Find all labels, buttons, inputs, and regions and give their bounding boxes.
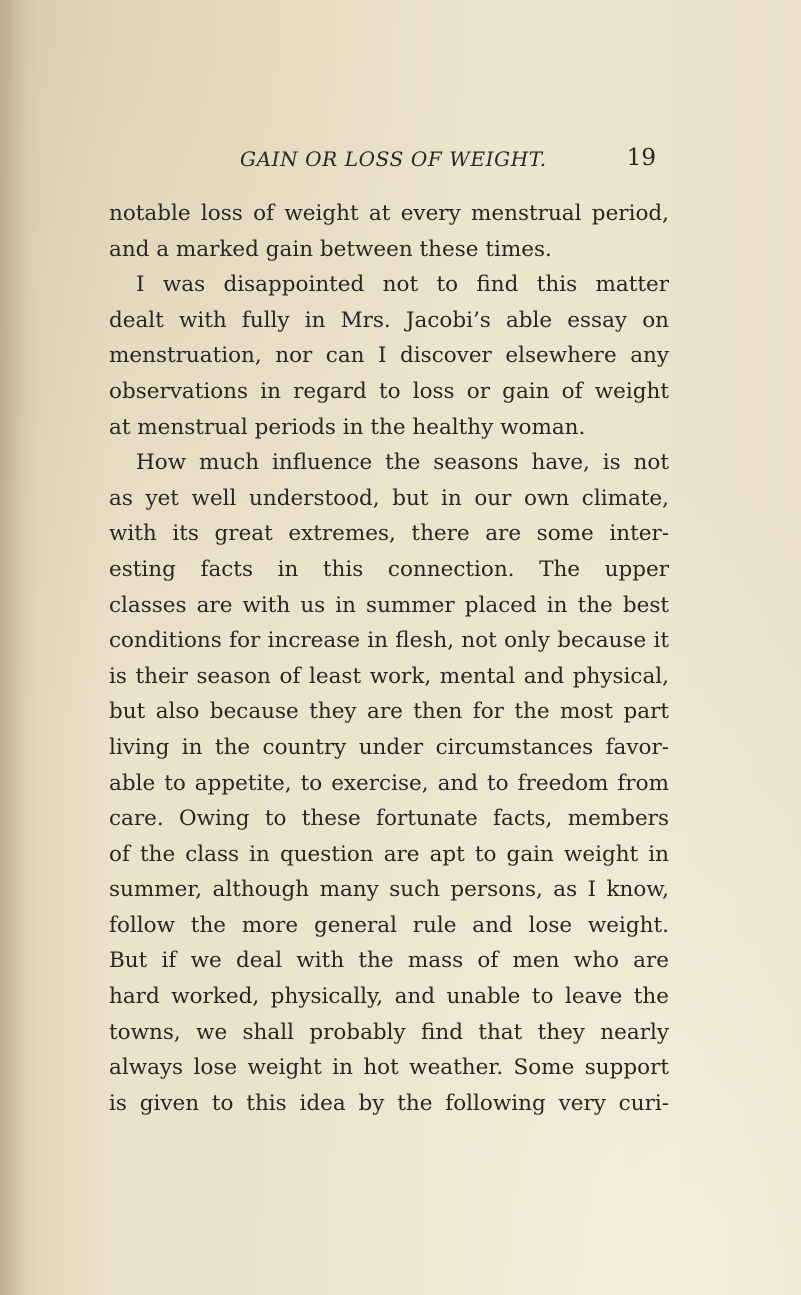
text-line: and a marked gain between these times. — [109, 236, 552, 262]
running-title: GAIN OR LOSS OF WEIGHT. — [240, 147, 547, 171]
text-line: I was disappointed not to find this matter — [136, 272, 669, 298]
text-line: follow the more general rule and lose weight. — [109, 912, 669, 938]
text-line: summer, although many such persons, as I know, — [109, 877, 669, 903]
text-line: esting facts in this connection. The upper — [109, 556, 669, 582]
text-line: is given to this idea by the following very curi- — [109, 1090, 669, 1116]
text-line: observations in regard to loss or gain of weight — [109, 378, 669, 404]
text-line: classes are with us in summer placed in the best — [109, 592, 669, 618]
text-line: menstruation, nor can I discover elsewhere any — [109, 343, 669, 369]
text-line: at menstrual periods in the healthy woman. — [109, 414, 586, 440]
text-line: is their season of least work, mental and physical, — [109, 663, 669, 689]
text-line: with its great extremes, there are some inter- — [109, 521, 669, 547]
text-line: as yet well understood, but in our own climate, — [109, 485, 669, 511]
text-line: dealt with fully in Mrs. Jacobi’s able essay on — [109, 307, 669, 333]
gutter-shadow — [0, 0, 26, 1295]
text-line: notable loss of weight at every menstrual period, — [109, 201, 669, 226]
text-line: conditions for increase in flesh, not only because it — [109, 628, 669, 654]
text-line: but also because they are then for the most part — [109, 699, 669, 725]
text-line: How much influence the seasons have, is not — [136, 450, 669, 476]
text-line: towns, we shall probably find that they nearly — [109, 1019, 669, 1045]
text-line: of the class in question are apt to gain weight in — [109, 841, 669, 867]
body-text — [109, 196, 669, 1121]
text-line: But if we deal with the mass of men who are — [109, 948, 669, 974]
text-line: able to appetite, to exercise, and to freedom from — [109, 770, 669, 796]
text-line: always lose weight in hot weather. Some support — [109, 1055, 669, 1081]
text-line: care. Owing to these fortunate facts, members — [109, 806, 669, 832]
text-line: hard worked, physically, and unable to leave the — [109, 984, 669, 1010]
running-head — [240, 147, 656, 177]
text-line: living in the country under circumstances favor- — [109, 734, 669, 760]
page-number: 19 — [626, 145, 656, 171]
